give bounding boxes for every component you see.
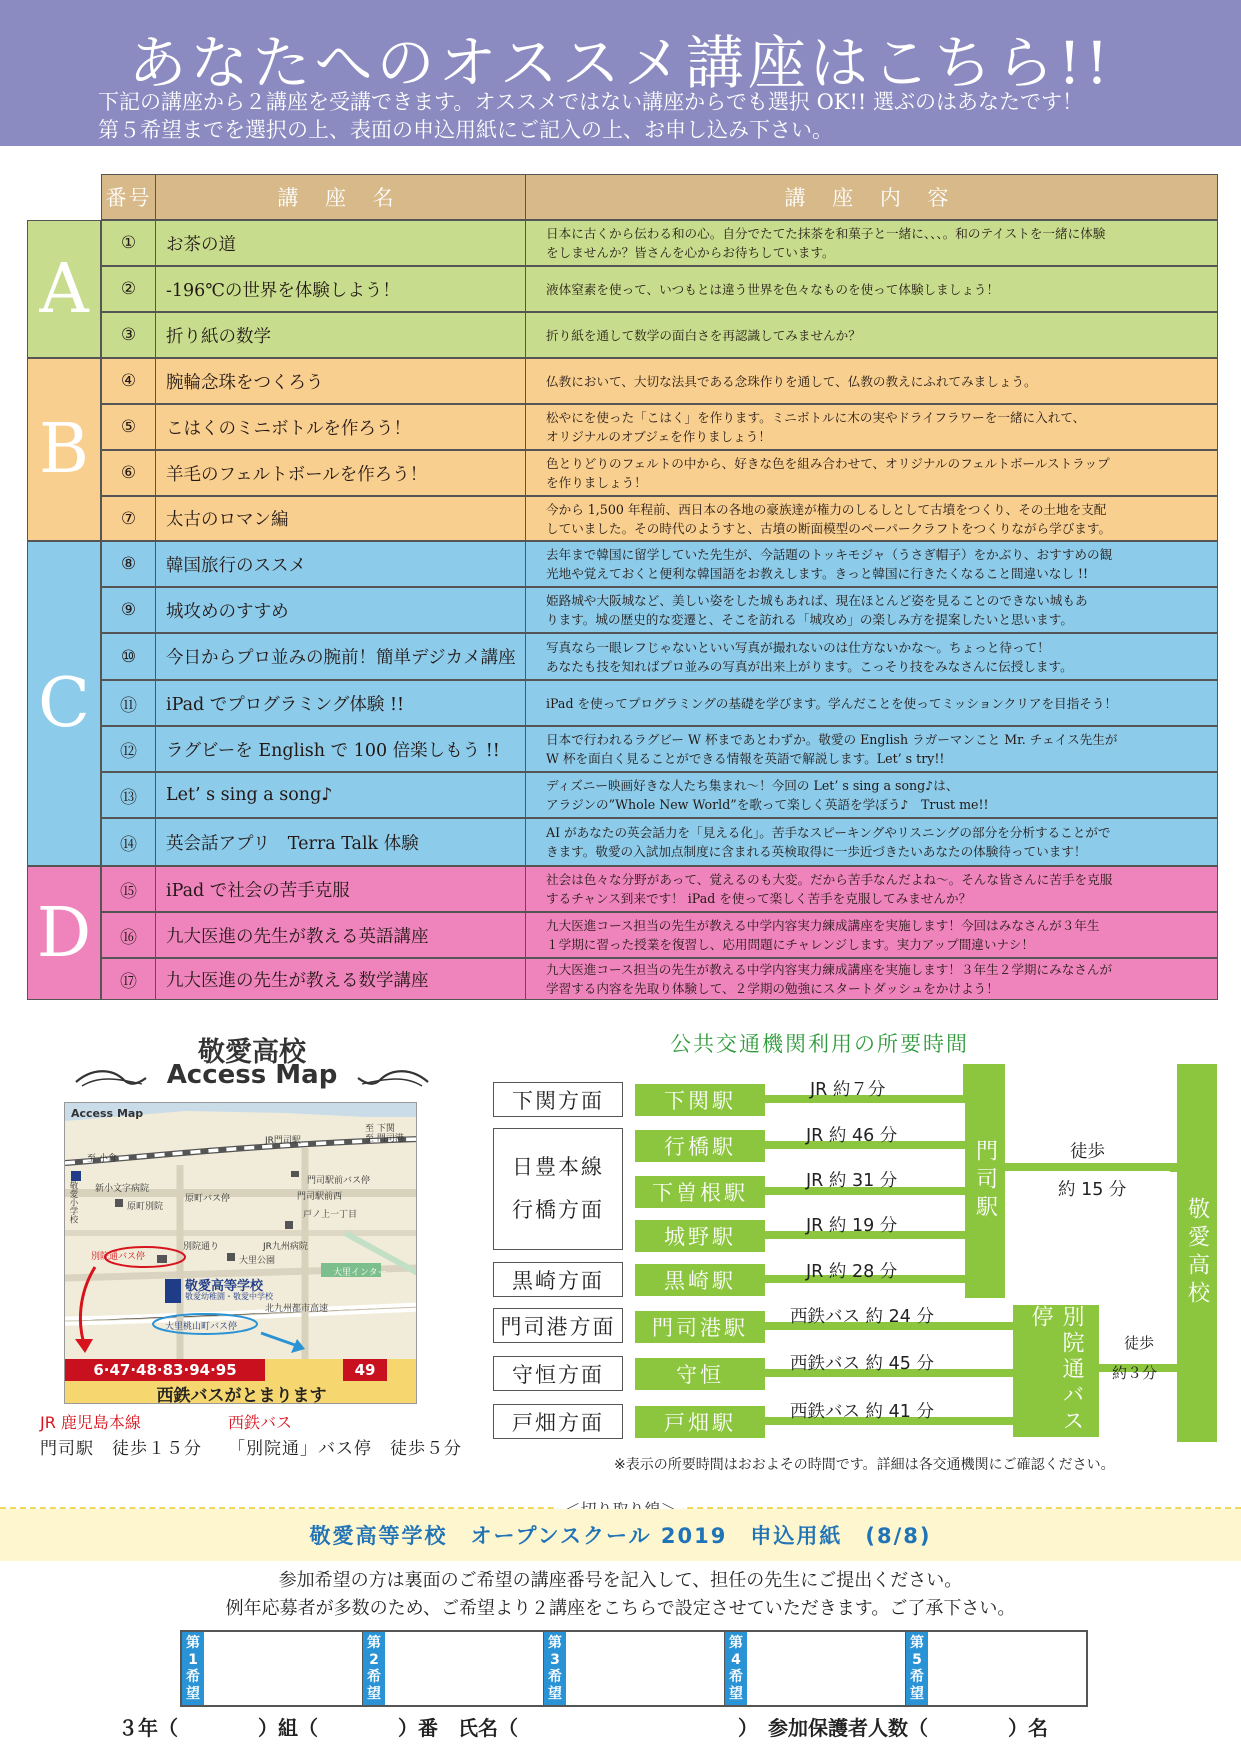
course-description-line1: 姫路城や大阪城など、美しい姿をした城もあれば、現在ほとんど姿を見ることのできない城もあ [546,593,1088,608]
course-description [526,405,1217,449]
course-name: 韓国旅行のススメ [156,542,526,586]
course-description-line2: していました。その時代のようすと、古墳の断面模型のペーパークラフトをつくりながら学びます。 [546,520,1112,536]
line-walk-moji [1005,1163,1177,1171]
access-note-jr-line: JR 鹿児島本線 [40,1413,141,1432]
map-label-dairi-park: 大里公園 [239,1256,276,1266]
map-label-hospital: 新小文字病院 [95,1184,150,1194]
course-row [101,450,1218,496]
station-shimosone: 下曽根駅 [635,1176,765,1208]
access-note-bus-walk: 「別院通」バス停 徒歩５分 [228,1439,462,1459]
group-label-a: A [27,220,101,358]
course-description-line2: するチャンス到来です！ iPad を使って楽しく苦手を克服してみませんか？ [546,891,972,906]
course-description-line2: きます。敬愛の入試加点制度に含まれる英検取得に一歩近づきたいあなたの体験待っています！ [546,844,1087,859]
betsuin-bus-stop-block: 別院通バス停 [1013,1305,1099,1437]
course-description-line2: 学習する内容を先取り体験して、２学期の勉強にスタートダッシュをかけよう！ [546,981,999,996]
course-name: -196℃の世界を体験しよう！ [156,267,526,311]
course-number: ⑰ [102,959,156,999]
station-jono: 城野駅 [635,1220,765,1252]
form-title-band [0,1509,1241,1561]
header-intro-line1: 下記の講座から２講座を受講できます。オススメではない講座からでも選択 OK!! 選ぶのはあなたです！ [98,90,1084,114]
course-row [101,958,1218,1000]
wish-3-label: 第 3 希 望 [544,1632,566,1705]
map-label-harumachi-betsuin: 原町別院 [127,1202,164,1212]
origin-tobata: 戸畑方面 [493,1404,623,1439]
course-description-line1: 仏教において、大切な法具である念珠作りを通して、仏教の教えにふれてみましょう。 [546,373,1037,389]
course-description-line2: アラジンの”Whole New World”を歌って楽しく英語を学ぼう♪ Trust me!! [546,797,989,812]
course-description-line2: あなたも技を知ればプロ並みの写真が出来上がります。こっそり技をみなさんに伝授します。 [546,658,1073,674]
course-description-line1: 社会は色々な分野があって、覚えるのも大変。だから苦手なんだよね～。そんな皆さんに苦手を克服 [546,872,1113,887]
course-number: ⑥ [102,451,156,495]
course-number: ⑧ [102,542,156,586]
time-jono: JR 約 19 分 [806,1216,898,1236]
line-walk-joint [1170,1164,1178,1172]
course-description [526,497,1217,540]
form-instruction-2: 例年応募者が多数のため、ご希望より２講座をこちらで設定させていただきます。ご了承下さい。 [225,1598,1016,1619]
course-description-line1: 液体窒素を使って、いつもとは違う世界を色々なものを使って体験しましょう！ [546,281,1000,297]
column-header-number: 番号 [101,174,156,220]
course-row [101,404,1218,450]
course-row [101,726,1218,772]
course-description-line1: 去年まで韓国に留学していた先生が、今話題のトッキモジャ（うさぎ帽子）をかぶり、おすすめの観 [546,547,1113,562]
wish-2-label: 第 2 希 望 [363,1632,385,1705]
course-number: ⑯ [102,913,156,957]
group-label-b: B [27,358,101,541]
course-number: ⑨ [102,588,156,632]
map-label-betsuin-dori: 別院通り [183,1242,220,1252]
map-label-moji-mae-nishi: 門司駅前西 [297,1192,343,1202]
course-description-line2: をしませんか？皆さんを心からお待ちしています。 [546,245,835,260]
course-description [526,867,1217,911]
course-description [526,634,1217,679]
access-note-bus-company: 西鉄バス [228,1413,293,1432]
course-description-line1: 松やにを使った「こはく」を作ります。ミニボトルに木の実やドライフラワーを一緒に入れて、 [546,410,1086,425]
course-name: Let’ s sing a song♪ [156,773,526,817]
course-name: 今日からプロ並みの腕前！簡単デジカメ講座 [156,634,526,679]
wish-entry-box [180,1630,1088,1707]
map-label-moji-bus: 門司駅前バス停 [307,1176,371,1186]
origin-shimonoseki: 下関方面 [493,1082,623,1117]
course-description-line2: 光地や覚えておくと便利な韓国語をお教えします。きっと韓国に行きたくなること間違いなし !! [546,566,1089,581]
origin-kurosaki: 黒崎方面 [493,1262,623,1297]
station-kurosaki: 黒崎駅 [635,1264,765,1296]
wish-1-field[interactable] [182,1632,363,1705]
map-label-school-sub: 敬愛幼稚園・敬愛中学校 [185,1292,273,1301]
course-number: ⑭ [102,819,156,865]
walk-label-bus: 徒歩 [1124,1334,1155,1352]
ornament-flourish [72,1064,432,1092]
course-number: ③ [102,313,156,357]
course-description-line2: １学期に習った授業を復習し、応用問題にチャレンジします。実力アップ間違いナシ！ [546,937,1035,952]
course-description [526,913,1217,957]
course-row [101,818,1218,866]
map-label-jr-kyushu-hospital: JR九州病院 [263,1242,308,1252]
origin-nippo-line: 日豊本線 [512,1155,604,1179]
course-description [526,959,1217,999]
course-row [101,266,1218,312]
course-row [101,633,1218,680]
course-description [526,313,1217,357]
origin-nippo-yukuhashi [493,1128,623,1250]
form-title: 敬愛高等学校 オープンスクール 2019 申込用紙 (8/8) [309,1524,932,1548]
station-morotsune: 守恒 [635,1358,765,1390]
station-shimonoseki: 下関駅 [635,1084,765,1116]
wish-5-field[interactable] [906,1632,1086,1705]
origin-morotsune: 守恒方面 [493,1356,623,1391]
course-name: iPad で社会の苦手克服 [156,867,526,911]
map-label-tonoue: 戸ノ上一丁目 [303,1210,358,1220]
map-heading: Access Map [71,1107,144,1120]
course-description-line2: オリジナルのオブジェを作りましょう！ [546,429,771,444]
course-description-line1: iPad を使ってプログラミングの基礎を学びます。学んだことを使ってミッションクリアを目指そう！ [546,695,1118,711]
course-description [526,773,1217,817]
transit-note: ※表示の所要時間はおおよその時間です。詳細は各交通機関にご確認ください。 [614,1457,1115,1473]
course-row [101,358,1218,404]
walk-time-bus: 約３分 [1112,1364,1158,1382]
course-number: ⑪ [102,681,156,725]
course-row [101,866,1218,912]
wish-5-label: 第 5 希 望 [906,1632,928,1705]
map-label-momoyama-bus: 大里桃山町バス停 [165,1322,238,1332]
transit-title: 公共交通機関利用の所要時間 [670,1032,969,1056]
origin-mojiko: 門司港方面 [493,1308,623,1343]
course-description-line1: 九大医進コース担当の先生が教える中学内容実力練成講座を実施します！３年生２学期にみなさんが [546,962,1113,977]
course-name: 太古のロマン編 [156,497,526,540]
page-title: あなたへのオススメ講座はこちら!! [128,29,1113,97]
access-note-jr-walk: 門司駅 徒歩１５分 [40,1439,202,1459]
walk-time-moji: 約 15 分 [1058,1180,1127,1200]
course-name: こはくのミニボトルを作ろう！ [156,405,526,449]
bus-caption: 西鉄バスがとまります [156,1386,327,1404]
course-number: ⑮ [102,867,156,911]
form-instruction-1: 参加希望の方は裏面のご希望の講座番号を記入して、担任の先生にご提出ください。 [278,1570,963,1591]
course-name: 折り紙の数学 [156,313,526,357]
keiai-school-block: 敬愛高校 [1177,1064,1217,1442]
map-label-dairi-ic: 大里インター [333,1268,387,1278]
access-school-name: 敬愛高校 [198,1037,306,1068]
time-mojiko: 西鉄バス 約 24 分 [790,1307,934,1327]
course-name: ラグビーを English で 100 倍楽しもう !! [156,727,526,771]
column-header-course-name: 講 座 名 [155,174,526,220]
access-map [64,1102,417,1404]
bus-route-number-49: 49 [343,1359,387,1381]
group-label-d: D [27,866,101,1000]
line-shimonoseki-riser [963,1064,966,1100]
course-description-line1: 日本で行われるラグビー W 杯まであとわずか。敬愛の English ラガーマンこと Mr. チェイス先生が [546,732,1118,747]
course-row [101,220,1218,266]
walk-label-moji: 徒歩 [1070,1142,1105,1162]
wish-4-field[interactable] [725,1632,906,1705]
applicant-info-line[interactable]: ３年（ ）組（ ）番 氏名（ ） 参加保護者人数（ ）名 [118,1716,1048,1740]
time-yukuhashi: JR 約 46 分 [806,1126,898,1146]
time-shimonoseki: JR 約７分 [810,1080,886,1100]
course-name: 腕輪念珠をつくろう [156,359,526,403]
station-yukuhashi: 行橋駅 [635,1130,765,1162]
course-number: ② [102,267,156,311]
time-kurosaki: JR 約 28 分 [806,1262,898,1282]
access-map-title: Access Map [166,1060,338,1090]
course-name: 羊毛のフェルトボールを作ろう！ [156,451,526,495]
map-label-keiai-elementary: 敬愛小学校 [68,1181,78,1224]
map-label-to-kokura: 至 小倉 [87,1154,117,1164]
time-tobata: 西鉄バス 約 41 分 [790,1402,934,1422]
course-name: 英会話アプリ Terra Talk 体験 [156,819,526,865]
time-shimosone: JR 約 31 分 [806,1171,898,1191]
course-description-line2: ります。城の歴史的な変遷と、そこを訪れる「城攻め」の楽しみ方を提案したいと思います。 [546,612,1073,627]
course-number: ⑫ [102,727,156,771]
course-number: ⑦ [102,497,156,540]
origin-yukuhashi: 行橋方面 [512,1198,604,1222]
course-number: ① [102,221,156,265]
course-description-line2: を作りましょう！ [546,475,647,490]
course-description-line1: ディズニー映画好きな人たち集まれ～！今回の Let’ s sing a song♪は、 [546,778,959,793]
course-row [101,680,1218,726]
wish-1-label: 第 1 希 望 [182,1632,204,1705]
course-description-line1: 写真なら一眼レフじゃないといい写真が撮れないのは仕方ないかな～。ちょっと待って！ [546,639,1050,655]
course-number: ⑬ [102,773,156,817]
column-header-course-content: 講 座 内 容 [525,174,1218,220]
course-description-line1: 日本に古くから伝わる和の心。自分でたてた抹茶を和菓子と一緒に、、、。和のテイストを一緒に体験 [546,226,1106,241]
course-row [101,541,1218,587]
header-intro-line2: 第５希望までを選択の上、表面の申込用紙にご記入の上、お申し込み下さい。 [98,118,833,142]
course-row [101,312,1218,358]
group-label-c: C [27,541,101,866]
course-row [101,587,1218,633]
map-label-harumachi-bus: 原町バス停 [185,1194,231,1204]
course-description [526,359,1217,403]
course-description [526,542,1217,586]
moji-station-block: 門司駅 [965,1064,1005,1298]
course-description [526,221,1217,265]
course-description-line2: W 杯を面白く見ることができる情報を英語で解説します。Let’ s try!! [546,751,945,766]
course-number: ④ [102,359,156,403]
course-description [526,451,1217,495]
map-label-school-main: 敬愛高等学校 [185,1279,264,1294]
wish-2-field[interactable] [363,1632,544,1705]
course-row [101,772,1218,818]
course-description [526,267,1217,311]
course-name: iPad でプログラミング体験 !! [156,681,526,725]
course-number: ⑤ [102,405,156,449]
map-label-highway: 北九州都市高速 [265,1304,329,1314]
course-description [526,727,1217,771]
course-description-line1: AI があなたの英会話力を「見える化」。苦手なスピーキングやリスニングの部分を分析することがで [546,825,1111,840]
course-description-line1: 折り紙を通して数学の面白さを再認識してみませんか？ [546,327,861,343]
wish-4-label: 第 4 希 望 [725,1632,747,1705]
course-number: ⑩ [102,634,156,679]
course-description-line1: 九大医進コース担当の先生が教える中学内容実力練成講座を実施します！今回はみなさんが３年生 [546,918,1100,933]
course-name: 九大医進の先生が教える英語講座 [156,913,526,957]
wish-3-field[interactable] [544,1632,725,1705]
course-description [526,588,1217,632]
course-description [526,819,1217,865]
station-mojiko: 門司港駅 [635,1311,765,1343]
course-row [101,912,1218,958]
course-row [101,496,1218,541]
map-label-betsuin-bus-stop: 別院通バス停 [91,1252,146,1262]
bus-route-numbers: 6·47·48·83·94·95 [65,1359,265,1381]
map-label-to-shimonoseki: 至 下関 [365,1124,395,1134]
course-name: 九大医進の先生が教える数学講座 [156,959,526,999]
station-tobata: 戸畑駅 [635,1406,765,1438]
course-description-line1: 色とりどりのフェルトの中から、好きな色を組み合わせて、オリジナルのフェルトボールストラップ [546,456,1110,471]
course-description-line1: 今から 1,500 年程前、西日本の各地の豪族達が権力のしるしとして古墳をつくり、その土地を支配 [546,501,1107,517]
map-label-to-mojiko: 至 門司港 [365,1134,404,1144]
course-name: お茶の道 [156,221,526,265]
map-label-jr-moji: JR門司駅 [265,1136,301,1146]
course-name: 城攻めのすすめ [156,588,526,632]
course-description [526,681,1217,725]
time-morotsune: 西鉄バス 約 45 分 [790,1354,934,1374]
